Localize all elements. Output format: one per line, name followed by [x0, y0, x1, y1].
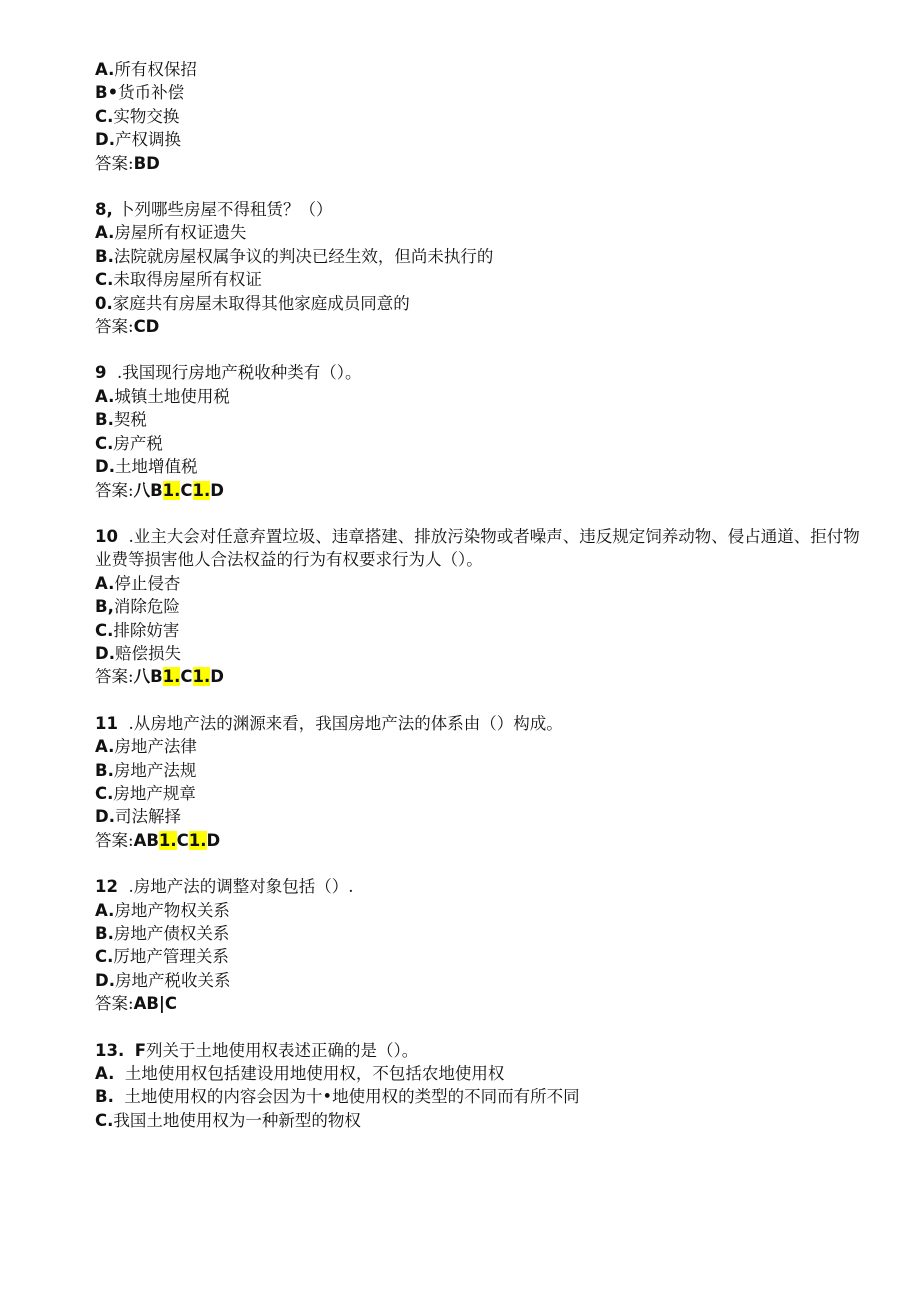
- question-stem: 12 .房地产法的调整对象包括（）.: [95, 877, 354, 897]
- question-stem: 8, 卜列哪些房屋不得租赁？（）: [95, 200, 333, 220]
- option-c: C.我国土地使用权为一种新型的物权: [95, 1110, 361, 1130]
- option-d: D.赔偿损失: [95, 643, 181, 663]
- option-d: D.土地增值税: [95, 457, 198, 477]
- option-a: A. 土地使用权包括建设用地使用权，不包括农地使用权: [95, 1064, 505, 1084]
- question-13-block: [95, 1039, 865, 1133]
- question-10-block: [95, 525, 865, 689]
- question-9-block: [95, 361, 865, 501]
- option-d: D.产权调换: [95, 130, 181, 150]
- option-a: A.停止侵杏: [95, 573, 181, 593]
- option-a: A.房地产法律: [95, 737, 197, 757]
- question-7-block: [95, 58, 865, 175]
- answer-line: 答案:AB|C: [95, 994, 178, 1014]
- question-stem: 11 .从房地产法的渊源来看，我国房地产法的体系由（）构成。: [95, 713, 563, 733]
- question-8-block: [95, 198, 865, 338]
- option-c: C.实物交换: [95, 106, 180, 126]
- option-d: D.房地产税收关系: [95, 970, 231, 990]
- option-d: D.司法解择: [95, 807, 181, 827]
- option-a: A.所有权保招: [95, 60, 197, 79]
- option-c: C.房产税: [95, 433, 163, 453]
- document-page: [95, 58, 865, 1132]
- option-a: A.城镇土地使用税: [95, 386, 230, 406]
- answer-line: 答案:八B1.C1.D: [95, 667, 224, 687]
- highlight-mark: 1.: [192, 667, 211, 687]
- answer-line: 答案:CD: [95, 317, 160, 337]
- option-a: A.房屋所有权证遗失: [95, 223, 247, 243]
- highlight-mark: 1.: [162, 667, 181, 687]
- option-b: B.房地产法规: [95, 760, 197, 780]
- option-b: B. 土地使用权的内容会因为十•地使用权的类型的不同而有所不同: [95, 1087, 580, 1107]
- question-12-block: [95, 875, 865, 1015]
- option-b: B.房地产债权关系: [95, 924, 230, 943]
- option-b: B.法院就房屋权属争议的判决已经生效，但尚未执行的: [95, 246, 494, 266]
- option-b: B,消除危险: [95, 597, 180, 617]
- highlight-mark: 1.: [162, 480, 181, 500]
- answer-line: 答案:八B1.C1.D: [95, 480, 224, 500]
- option-c: C.未取得房屋所有权证: [95, 270, 262, 290]
- option-c: C.厉地产管理关系: [95, 947, 229, 967]
- highlight-mark: 1.: [192, 480, 211, 500]
- question-stem: 13. F列关于土地使用权表述正确的是（）。: [95, 1040, 419, 1060]
- answer-line: 答案:BD: [95, 153, 160, 173]
- highlight-mark: 1.: [188, 830, 207, 850]
- option-c: C.房地产规章: [95, 783, 196, 803]
- answer-line: 答案:AB1.C1.D: [95, 830, 221, 850]
- option-b: B.契税: [95, 410, 147, 430]
- question-stem: 10 .业主大会对任意弃置垃圾、违章搭建、排放污染物或者噪声、违反规定饲养动物、侵占通道、拒付物业费等损害他人合法权益的行为有权要求行为人（）。: [95, 526, 860, 570]
- question-11-block: [95, 712, 865, 852]
- highlight-mark: 1.: [158, 830, 177, 850]
- option-b: B•货币补偿: [95, 83, 185, 103]
- option-a: A.房地产物权关系: [95, 900, 230, 920]
- option-c: C.排除妨害: [95, 620, 180, 640]
- question-stem: 9 .我国现行房地产税收种类有（）。: [95, 363, 362, 383]
- option-d: 0.家庭共有房屋未取得其他家庭成员同意的: [95, 293, 410, 313]
